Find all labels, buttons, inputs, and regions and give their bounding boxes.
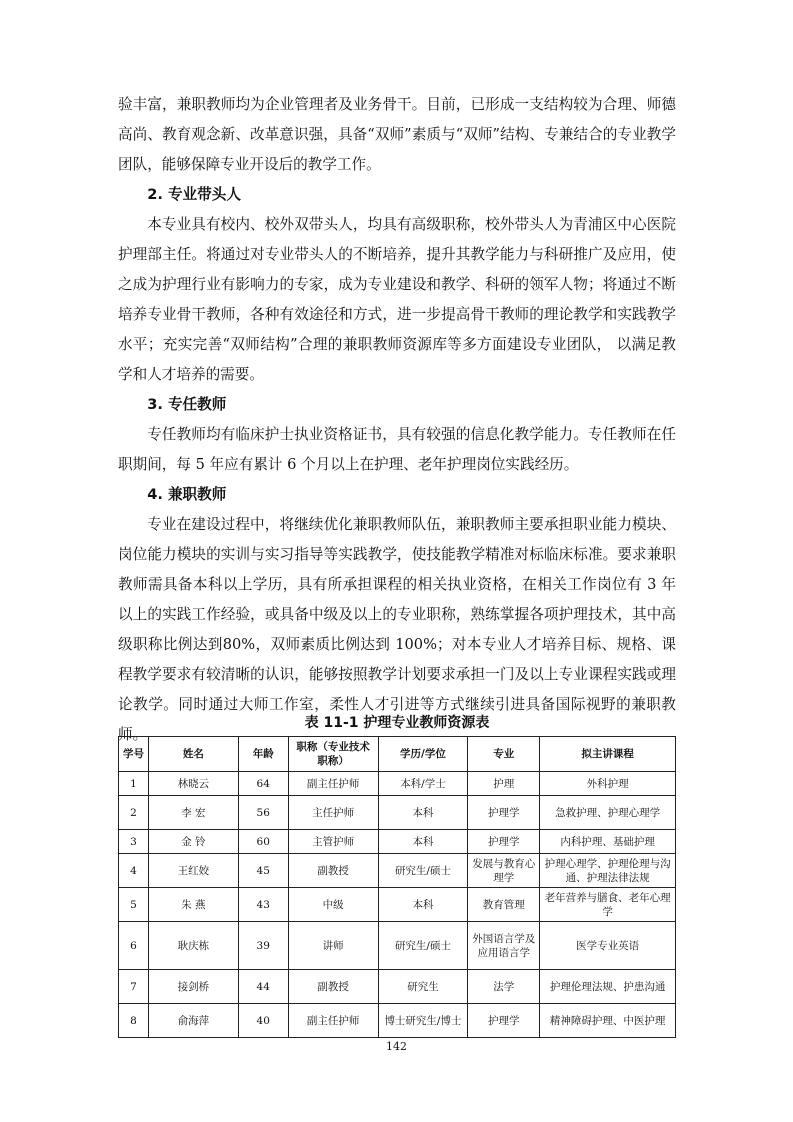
cell-rank: 副主任护师 — [288, 1004, 378, 1038]
cell-age: 39 — [238, 922, 288, 970]
table-row — [119, 854, 676, 888]
section-heading-fulltime: 3. 专任教师 — [147, 396, 227, 413]
cell-degree: 本科 — [378, 796, 468, 830]
cell-id: 4 — [119, 854, 149, 888]
cell-age: 44 — [238, 970, 288, 1004]
header-major: 专业 — [468, 737, 540, 772]
cell-rank: 副教授 — [288, 854, 378, 888]
body-text — [118, 90, 676, 750]
teacher-resource-table — [118, 736, 676, 1038]
header-age: 年龄 — [238, 737, 288, 772]
cell-degree: 本科 — [378, 888, 468, 922]
cell-name: 朱 燕 — [148, 888, 238, 922]
cell-degree: 博士研究生/博士 — [378, 1004, 468, 1038]
cell-degree: 研究生/硕士 — [378, 854, 468, 888]
page-number: 142 — [386, 1040, 407, 1053]
table-row — [119, 830, 676, 854]
cell-rank: 副教授 — [288, 970, 378, 1004]
cell-id: 8 — [119, 1004, 149, 1038]
header-degree: 学历/学位 — [378, 737, 468, 772]
cell-name: 耿庆栋 — [148, 922, 238, 970]
table-row — [119, 922, 676, 970]
cell-major: 护理学 — [468, 796, 540, 830]
cell-major: 护理学 — [468, 830, 540, 854]
cell-major: 教育管理 — [468, 888, 540, 922]
cell-major: 外国语言学及应用语言学 — [468, 922, 540, 970]
cell-courses: 护理伦理法规、护患沟通 — [540, 970, 676, 1004]
section-heading-leader: 2. 专业带头人 — [147, 186, 241, 203]
cell-degree: 本科/学士 — [378, 772, 468, 796]
cell-id: 2 — [119, 796, 149, 830]
cell-major: 法学 — [468, 970, 540, 1004]
cell-id: 6 — [119, 922, 149, 970]
cell-major: 发展与教育心理学 — [468, 854, 540, 888]
cell-rank: 主任护师 — [288, 796, 378, 830]
cell-age: 56 — [238, 796, 288, 830]
cell-name: 王红姣 — [148, 854, 238, 888]
table-row — [119, 1004, 676, 1038]
cell-name: 接剑桥 — [148, 970, 238, 1004]
cell-courses: 老年营养与膳食、老年心理学 — [540, 888, 676, 922]
cell-rank: 副主任护师 — [288, 772, 378, 796]
cell-id: 1 — [119, 772, 149, 796]
cell-courses: 精神障碍护理、中医护理 — [540, 1004, 676, 1038]
cell-major: 护理 — [468, 772, 540, 796]
cell-major: 护理学 — [468, 1004, 540, 1038]
cell-rank: 主管护师 — [288, 830, 378, 854]
table-row — [119, 796, 676, 830]
cell-name: 李 宏 — [148, 796, 238, 830]
header-rank: 职称（专业技术职称） — [288, 737, 378, 772]
cell-rank: 中级 — [288, 888, 378, 922]
table-row — [119, 772, 676, 796]
header-id: 学号 — [119, 737, 149, 772]
table-row — [119, 970, 676, 1004]
cell-age: 64 — [238, 772, 288, 796]
cell-name: 林晓云 — [148, 772, 238, 796]
cell-id: 7 — [119, 970, 149, 1004]
cell-age: 60 — [238, 830, 288, 854]
header-name: 姓名 — [148, 737, 238, 772]
cell-age: 40 — [238, 1004, 288, 1038]
paragraph-team-summary: 验丰富，兼职教师均为企业管理者及业务骨干。目前，已形成一支结构较为合理、师德高尚、教育观念新、改革意识强，具备“双师”素质与“双师”结构、专兼结合的专业教学团队，能够保障专业开设后的教学工作。 — [118, 96, 676, 173]
section-heading-parttime: 4. 兼职教师 — [147, 486, 227, 503]
paragraph-leader: 本专业具有校内、校外双带头人，均具有高级职称，校外带头人为青浦区中心医院护理部主任。将通过对专业带头人的不断培养，提升其教学能力与科研推广及应用，使之成为护理行业有影响力的专家，成为专业建设和教学、科研的领军人物；将通过不断培养专业骨干教师，各种有效途径和方式，进一步提高骨干教师的理论教学和实践教学水平；充实完善“双师结构”合理的兼职教师资源库等多方面建设专业团队， 以满足教学和人才培养的需要。 — [118, 216, 676, 383]
table-header-row — [119, 737, 676, 772]
cell-degree: 本科 — [378, 830, 468, 854]
cell-age: 45 — [238, 854, 288, 888]
table-title: 表 11-1 护理专业教师资源表 — [304, 715, 490, 731]
paragraph-fulltime: 专任教师均有临床护士执业资格证书，具有较强的信息化教学能力。专任教师在任职期间，每 5 年应有累计 6 个月以上在护理、老年护理岗位实践经历。 — [118, 426, 676, 473]
table-row — [119, 888, 676, 922]
cell-rank: 讲师 — [288, 922, 378, 970]
cell-courses: 护理心理学、护理伦理与沟通、护理法律法规 — [540, 854, 676, 888]
cell-age: 43 — [238, 888, 288, 922]
cell-courses: 医学专业英语 — [540, 922, 676, 970]
cell-name: 俞海萍 — [148, 1004, 238, 1038]
cell-degree: 研究生/硕士 — [378, 922, 468, 970]
header-courses: 拟主讲课程 — [540, 737, 676, 772]
cell-id: 3 — [119, 830, 149, 854]
cell-courses: 内科护理、基础护理 — [540, 830, 676, 854]
paragraph-parttime: 专业在建设过程中，将继续优化兼职教师队伍，兼职教师主要承担职业能力模块、岗位能力模块的实训与实习指导等实践教学，使技能教学精准对标临床标准。要求兼职教师需具备本科以上学历，具有所承担课程的相关执业资格，在相关工作岗位有 3 年以上的实践工作经验，或具备中级及以上的专业职称，熟练掌握各项护理技术，其中高级职称比例达到80%，双师素质比例达到 100%；对本专业人才培养目标、规格、课程教学要求有较清晰的认识，能够按照教学计划要求承担一门及以上专业课程实践或理论教学。同时通过大师工作室，柔性人才引进等方式继续引进具备国际视野的兼职教师。 — [118, 516, 676, 743]
cell-courses: 外科护理 — [540, 772, 676, 796]
cell-courses: 急救护理、护理心理学 — [540, 796, 676, 830]
cell-id: 5 — [119, 888, 149, 922]
cell-name: 金 铃 — [148, 830, 238, 854]
cell-degree: 研究生 — [378, 970, 468, 1004]
